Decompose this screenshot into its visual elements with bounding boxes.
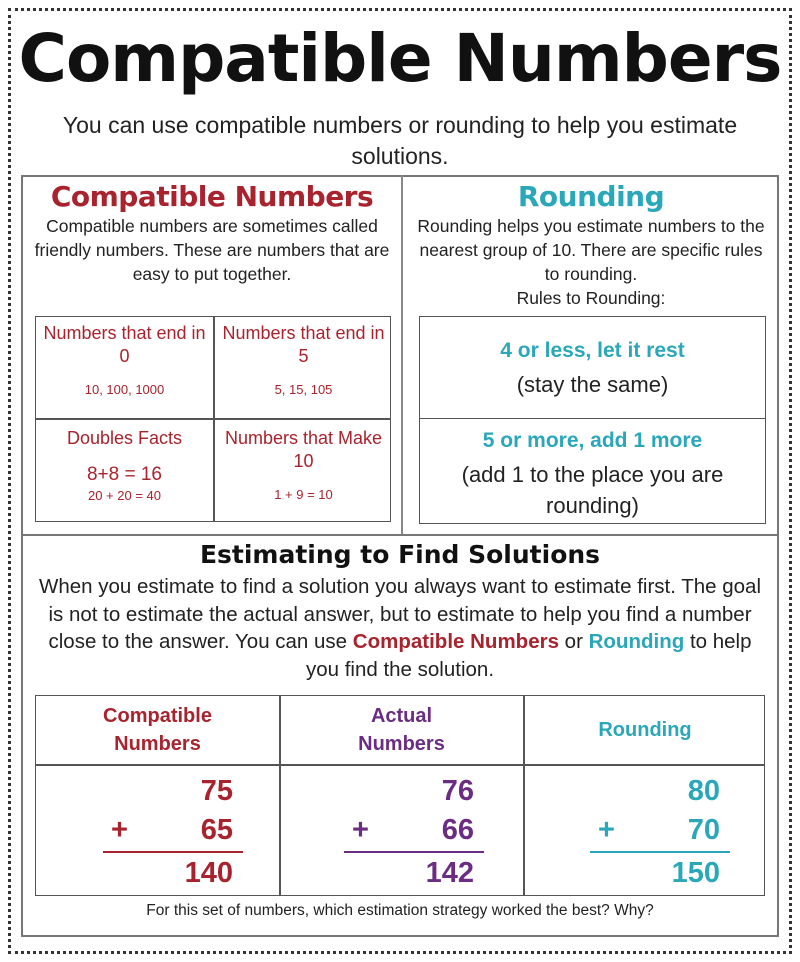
estimating-text: or — [564, 630, 583, 653]
addend-row — [590, 811, 730, 850]
sum-line — [344, 851, 484, 853]
cell-example: 20 + 20 = 40 — [87, 488, 161, 503]
sum-line — [590, 851, 730, 853]
rounding-rule-box-2 — [419, 418, 766, 524]
page-title: Compatible Numbers — [18, 20, 782, 97]
cell-example: 8+8 = 16 — [86, 464, 163, 485]
section-divider-horizontal — [21, 534, 779, 536]
page-subtitle: You can use compatible numbers or rounding to help you estimate solutions. — [62, 112, 738, 169]
actual-addition — [344, 772, 484, 893]
rounding-rule-text: (stay the same) — [516, 372, 669, 397]
addend: 75 — [200, 775, 233, 807]
estimating-text: to help you find the solution. — [305, 630, 752, 681]
compatible-numbers-grid — [35, 316, 391, 522]
sum-line — [103, 851, 243, 853]
addend: 70 — [687, 814, 720, 846]
sum-result: 150 — [671, 857, 720, 889]
compatible-numbers-heading: Compatible Numbers — [50, 180, 374, 213]
rounding-heading: Rounding — [517, 180, 665, 213]
grid-cell-end-in-5 — [215, 322, 392, 397]
rounding-rules-label: Rules to Rounding: — [516, 288, 666, 308]
addend: 65 — [200, 814, 233, 846]
column-header-actual — [280, 696, 523, 764]
rounding-rule-text: (add 1 to the place you are rounding) — [461, 462, 724, 518]
cell-label: Numbers that Make 10 — [224, 428, 383, 471]
column-header-text: Rounding — [598, 719, 692, 741]
compatible-addition — [103, 772, 243, 893]
rounding-description: Rounding helps you estimate numbers to the nearest group of 10. There are specific rules to rounding. — [417, 216, 765, 284]
estimating-paragraph — [30, 573, 770, 683]
sum-result: 140 — [184, 857, 233, 889]
cell-label: Numbers that end in 0 — [43, 323, 206, 366]
plus-sign: + — [111, 814, 128, 846]
rounding-rule-heading: 4 or less, let it rest — [500, 339, 685, 362]
estimating-heading: Estimating to Find Solutions — [199, 540, 601, 569]
compatible-numbers-description: Compatible numbers are sometimes called friendly numbers. These are numbers that are easy to put together. — [34, 216, 390, 284]
panel-divider-vertical — [401, 175, 403, 535]
plus-sign: + — [598, 814, 615, 846]
cell-example: 1 + 9 = 10 — [274, 487, 333, 502]
column-header-rounding — [524, 696, 766, 764]
column-header-compatible — [36, 696, 279, 764]
cell-label: Numbers that end in 5 — [222, 323, 385, 366]
column-header-text: Compatible Numbers — [103, 705, 212, 755]
addend: 80 — [687, 775, 720, 807]
reflection-question: For this set of numbers, which estimation strategy worked the best? Why? — [146, 902, 654, 919]
grid-cell-doubles-facts — [36, 427, 213, 503]
grid-divider — [36, 418, 390, 420]
addend-row — [344, 811, 484, 850]
rounding-term: Rounding — [588, 630, 685, 653]
compatible-numbers-term: Compatible Numbers — [352, 630, 559, 653]
cell-example: 5, 15, 105 — [274, 382, 333, 397]
addend: 76 — [441, 775, 474, 807]
sum-result: 142 — [425, 857, 474, 889]
grid-cell-end-in-0 — [36, 322, 213, 397]
grid-cell-make-10 — [215, 427, 392, 502]
rounding-rule-box-1 — [419, 316, 766, 419]
table-divider — [36, 764, 764, 766]
addend-row — [103, 811, 243, 850]
estimating-text: When you estimate to find a solution you always want to estimate first. The goal is not to estimate the actual answer, but to estimate to help you find a number close to the answer. You can use — [38, 575, 762, 653]
estimation-comparison-table — [35, 695, 765, 896]
column-header-text: Actual Numbers — [358, 705, 445, 755]
cell-label: Doubles Facts — [66, 428, 183, 448]
rounding-rule-heading: 5 or more, add 1 more — [482, 429, 703, 452]
plus-sign: + — [352, 814, 369, 846]
cell-example: 10, 100, 1000 — [84, 382, 165, 397]
addend: 66 — [441, 814, 474, 846]
rounding-addition — [590, 772, 730, 893]
